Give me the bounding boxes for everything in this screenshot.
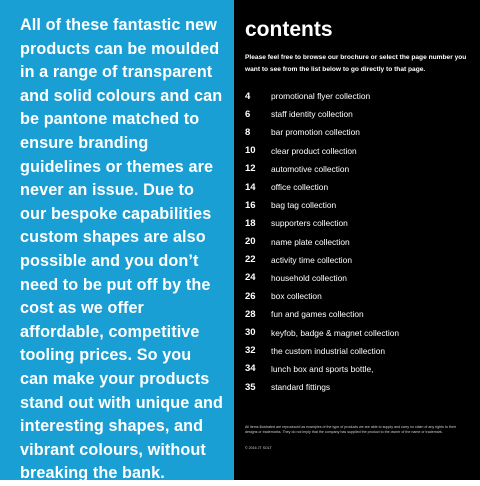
section-label: activity time collection (271, 254, 352, 265)
section-label: name plate collection (271, 236, 350, 247)
page-number: 35 (245, 381, 256, 393)
contents-intro: Please feel free to browse our brochure or select the page number you want to see from the list below to go directly to that page. (245, 54, 467, 73)
page-number: 24 (245, 272, 256, 284)
contents-item[interactable] (245, 305, 472, 323)
contents-item[interactable] (245, 178, 472, 196)
page-number: 10 (245, 145, 256, 157)
section-label: bar promotion collection (271, 127, 360, 138)
page-number: 32 (245, 345, 256, 357)
section-label: staff identity collection (271, 109, 353, 120)
contents-item[interactable] (245, 87, 472, 105)
contents-item[interactable] (245, 233, 472, 251)
contents-item[interactable] (245, 287, 472, 305)
section-label: fun and games collection (271, 309, 364, 320)
contents-list (245, 87, 472, 396)
page-number: 20 (245, 236, 256, 248)
contents-item[interactable] (245, 269, 472, 287)
section-label: promotional flyer collection (271, 91, 371, 102)
contents-item[interactable] (245, 342, 472, 360)
promo-text: All of these fantastic new products can be moulded in a range of transparent and solid colours and can be pantone matched to ensure branding guidelines or themes are never an issue. Due to our bespoke capabilities custom shapes are also possible and you don’t need to be put off by the cost as we offer affordable, competitive tooling prices. So you can make your products stand out with unique and interesting shapes, and vibrant colours, without breaking the bank. (20, 16, 224, 483)
page-number: 12 (245, 163, 256, 175)
contents-item[interactable] (245, 360, 472, 378)
contents-item[interactable] (245, 214, 472, 232)
contents-item[interactable] (245, 323, 472, 341)
page-number: 30 (245, 327, 256, 339)
contents-item[interactable] (245, 378, 472, 396)
contents-item[interactable] (245, 160, 472, 178)
section-label: supporters collection (271, 218, 348, 229)
page-number: 28 (245, 308, 256, 320)
section-label: box collection (271, 291, 322, 302)
page-number: 18 (245, 217, 256, 229)
section-label: keyfob, badge & magnet collection (271, 327, 400, 338)
section-label: household collection (271, 272, 347, 283)
section-label: office collection (271, 182, 329, 193)
page-number: 8 (245, 126, 251, 138)
contents-item[interactable] (245, 196, 472, 214)
promo-panel (0, 0, 234, 483)
section-label: lunch box and sports bottle, (271, 363, 374, 374)
section-label: the custom industrial collection (271, 345, 386, 356)
page-number: 34 (245, 363, 256, 375)
contents-item[interactable] (245, 123, 472, 141)
section-label: clear product collection (271, 145, 357, 156)
page-number: 26 (245, 290, 256, 302)
copyright-text: © 2016 JT SOLT (245, 446, 272, 450)
section-label: bag tag collection (271, 200, 337, 211)
page-number: 6 (245, 108, 251, 120)
page-number: 16 (245, 199, 256, 211)
contents-item[interactable] (245, 142, 472, 160)
page-number: 4 (245, 90, 251, 102)
section-label: automotive collection (271, 163, 350, 174)
section-label: standard fittings (271, 382, 331, 393)
contents-item[interactable] (245, 251, 472, 269)
disclaimer-text: All items illustrated are reproduced as examples of the type of products we are able to supply and carry no claim of any rights to their designs or trademarks. They do not imply that the company has supplied the product to the owner of the name or trademark. (245, 425, 456, 434)
contents-panel (234, 0, 480, 480)
contents-title: contents (245, 18, 333, 41)
page-number: 22 (245, 254, 256, 266)
page-number: 14 (245, 181, 256, 193)
contents-item[interactable] (245, 105, 472, 123)
